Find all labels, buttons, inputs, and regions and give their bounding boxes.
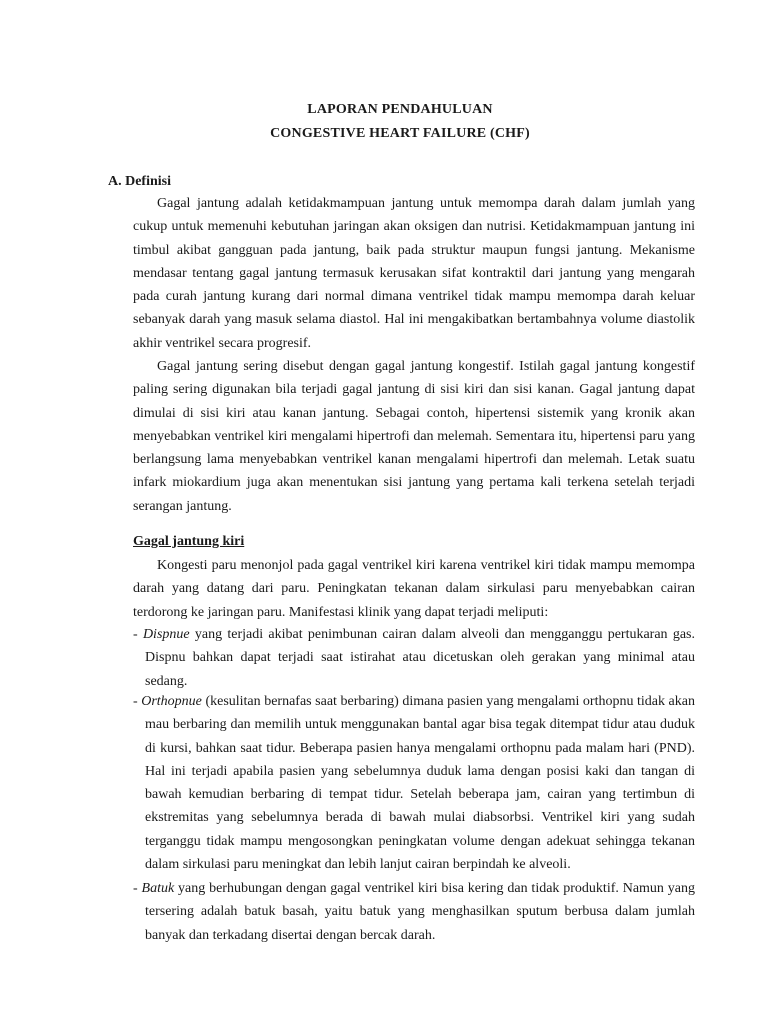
list-item-batuk (133, 877, 695, 947)
bullet-text: yang terjadi akibat penimbunan cairan dalam alveoli dan mengganggu pertukaran gas. Dispnu bahkan dapat terjadi saat istirahat atau dicetuskan oleh gerakan yang minimal atau sedang. (145, 627, 695, 689)
bullet-text: (kesulitan bernafas saat berbaring) dimana pasien yang mengalami orthopnu tidak akan mau berbaring dan memilih untuk menggunakan bantal agar bisa tegak ditempat tidur atau duduk di kursi, bahkan saat tidur. Beberapa pasien hanya mengalami orthopnu pada malam hari (PND). Hal ini terjadi apabila pasien yang sebelumnya duduk lama dengan posisi kaki dan tangan di bawah kemudian berbaring di tempat tidur. Setelah beberapa jam, cairan yang tertimbun di ekstremitas yang sebelumnya berada di bawah mulai diabsorbsi. Ventrikel kiri yang sudah terganggu tidak mampu mengosongkan peningkatan volume dengan adekuat sehingga tekanan dalam sirkulasi paru meningkat dan lebih lanjut cairan berpindah ke alveoli. (145, 694, 695, 873)
section-heading-gagal-jantung-kiri: Gagal jantung kiri (133, 534, 245, 549)
bullet-dash: - (133, 627, 143, 642)
list-item-orthopnue (133, 690, 695, 876)
bullet-term: Orthopnue (141, 694, 202, 709)
document-title: LAPORAN PENDAHULUAN (307, 102, 493, 117)
bullet-text: yang berhubungan dengan gagal ventrikel kiri bisa kering dan tidak produktif. Namun yang tersering adalah batuk basah, yaitu batuk yang menghasilkan sputum berbusa dalam jumlah banyak dan terkadang disertai dengan bercak darah. (145, 881, 695, 943)
bullet-term: Batuk (141, 881, 175, 896)
paragraph-definisi-1: Gagal jantung adalah ketidakmampuan jantung untuk memompa darah dalam jumlah yang cukup untuk memenuhi kebutuhan jaringan akan oksigen dan nutrisi. Ketidakmampuan jantung ini timbul akibat gangguan pada jantung, baik pada struktur maupun fungsi jantung. Mekanisme mendasar tentang gagal jantung termasuk kerusakan sifat kontraktil dari jantung yang mengarah pada curah jantung kurang dari normal dimana ventrikel tidak mampu memompa darah keluar sebanyak darah yang masuk selama diastol. Hal ini mengakibatkan bertambahnya volume diastolik akhir ventrikel secara progresif. (133, 196, 695, 351)
section-heading-definisi: A. Definisi (108, 174, 171, 189)
document-subtitle: CONGESTIVE HEART FAILURE (CHF) (270, 126, 530, 141)
paragraph-definisi-2: Gagal jantung sering disebut dengan gagal jantung kongestif. Istilah gagal jantung kongestif paling sering digunakan bila terjadi gagal jantung di sisi kiri dan sisi kanan. Gagal jantung dapat dimulai di sisi kiri atau kanan jantung. Sebagai contoh, hipertensi sistemik yang kronik akan menyebabkan ventrikel kiri mengalami hipertrofi dan melemah. Sementara itu, hipertensi paru yang berlangsung lama menyebabkan ventrikel kanan mengalami hipertrofi dan melemah. Letak suatu infark miokardium juga akan menentukan sisi jantung yang pertama kali terkena setelah terjadi serangan jantung. (133, 359, 695, 514)
bullet-dash: - (133, 881, 142, 896)
bullet-dash: - (133, 694, 142, 709)
bullet-term: Dispnue (142, 627, 190, 642)
paragraph-gagal-jantung-kiri: Kongesti paru menonjol pada gagal ventrikel kiri karena ventrikel kiri tidak mampu memompa darah yang datang dari paru. Peningkatan tekanan dalam sirkulasi paru menyebabkan cairan terdorong ke jaringan paru. Manifestasi klinik yang dapat terjadi meliputi: (133, 558, 695, 620)
list-item-dispnue (133, 623, 695, 693)
